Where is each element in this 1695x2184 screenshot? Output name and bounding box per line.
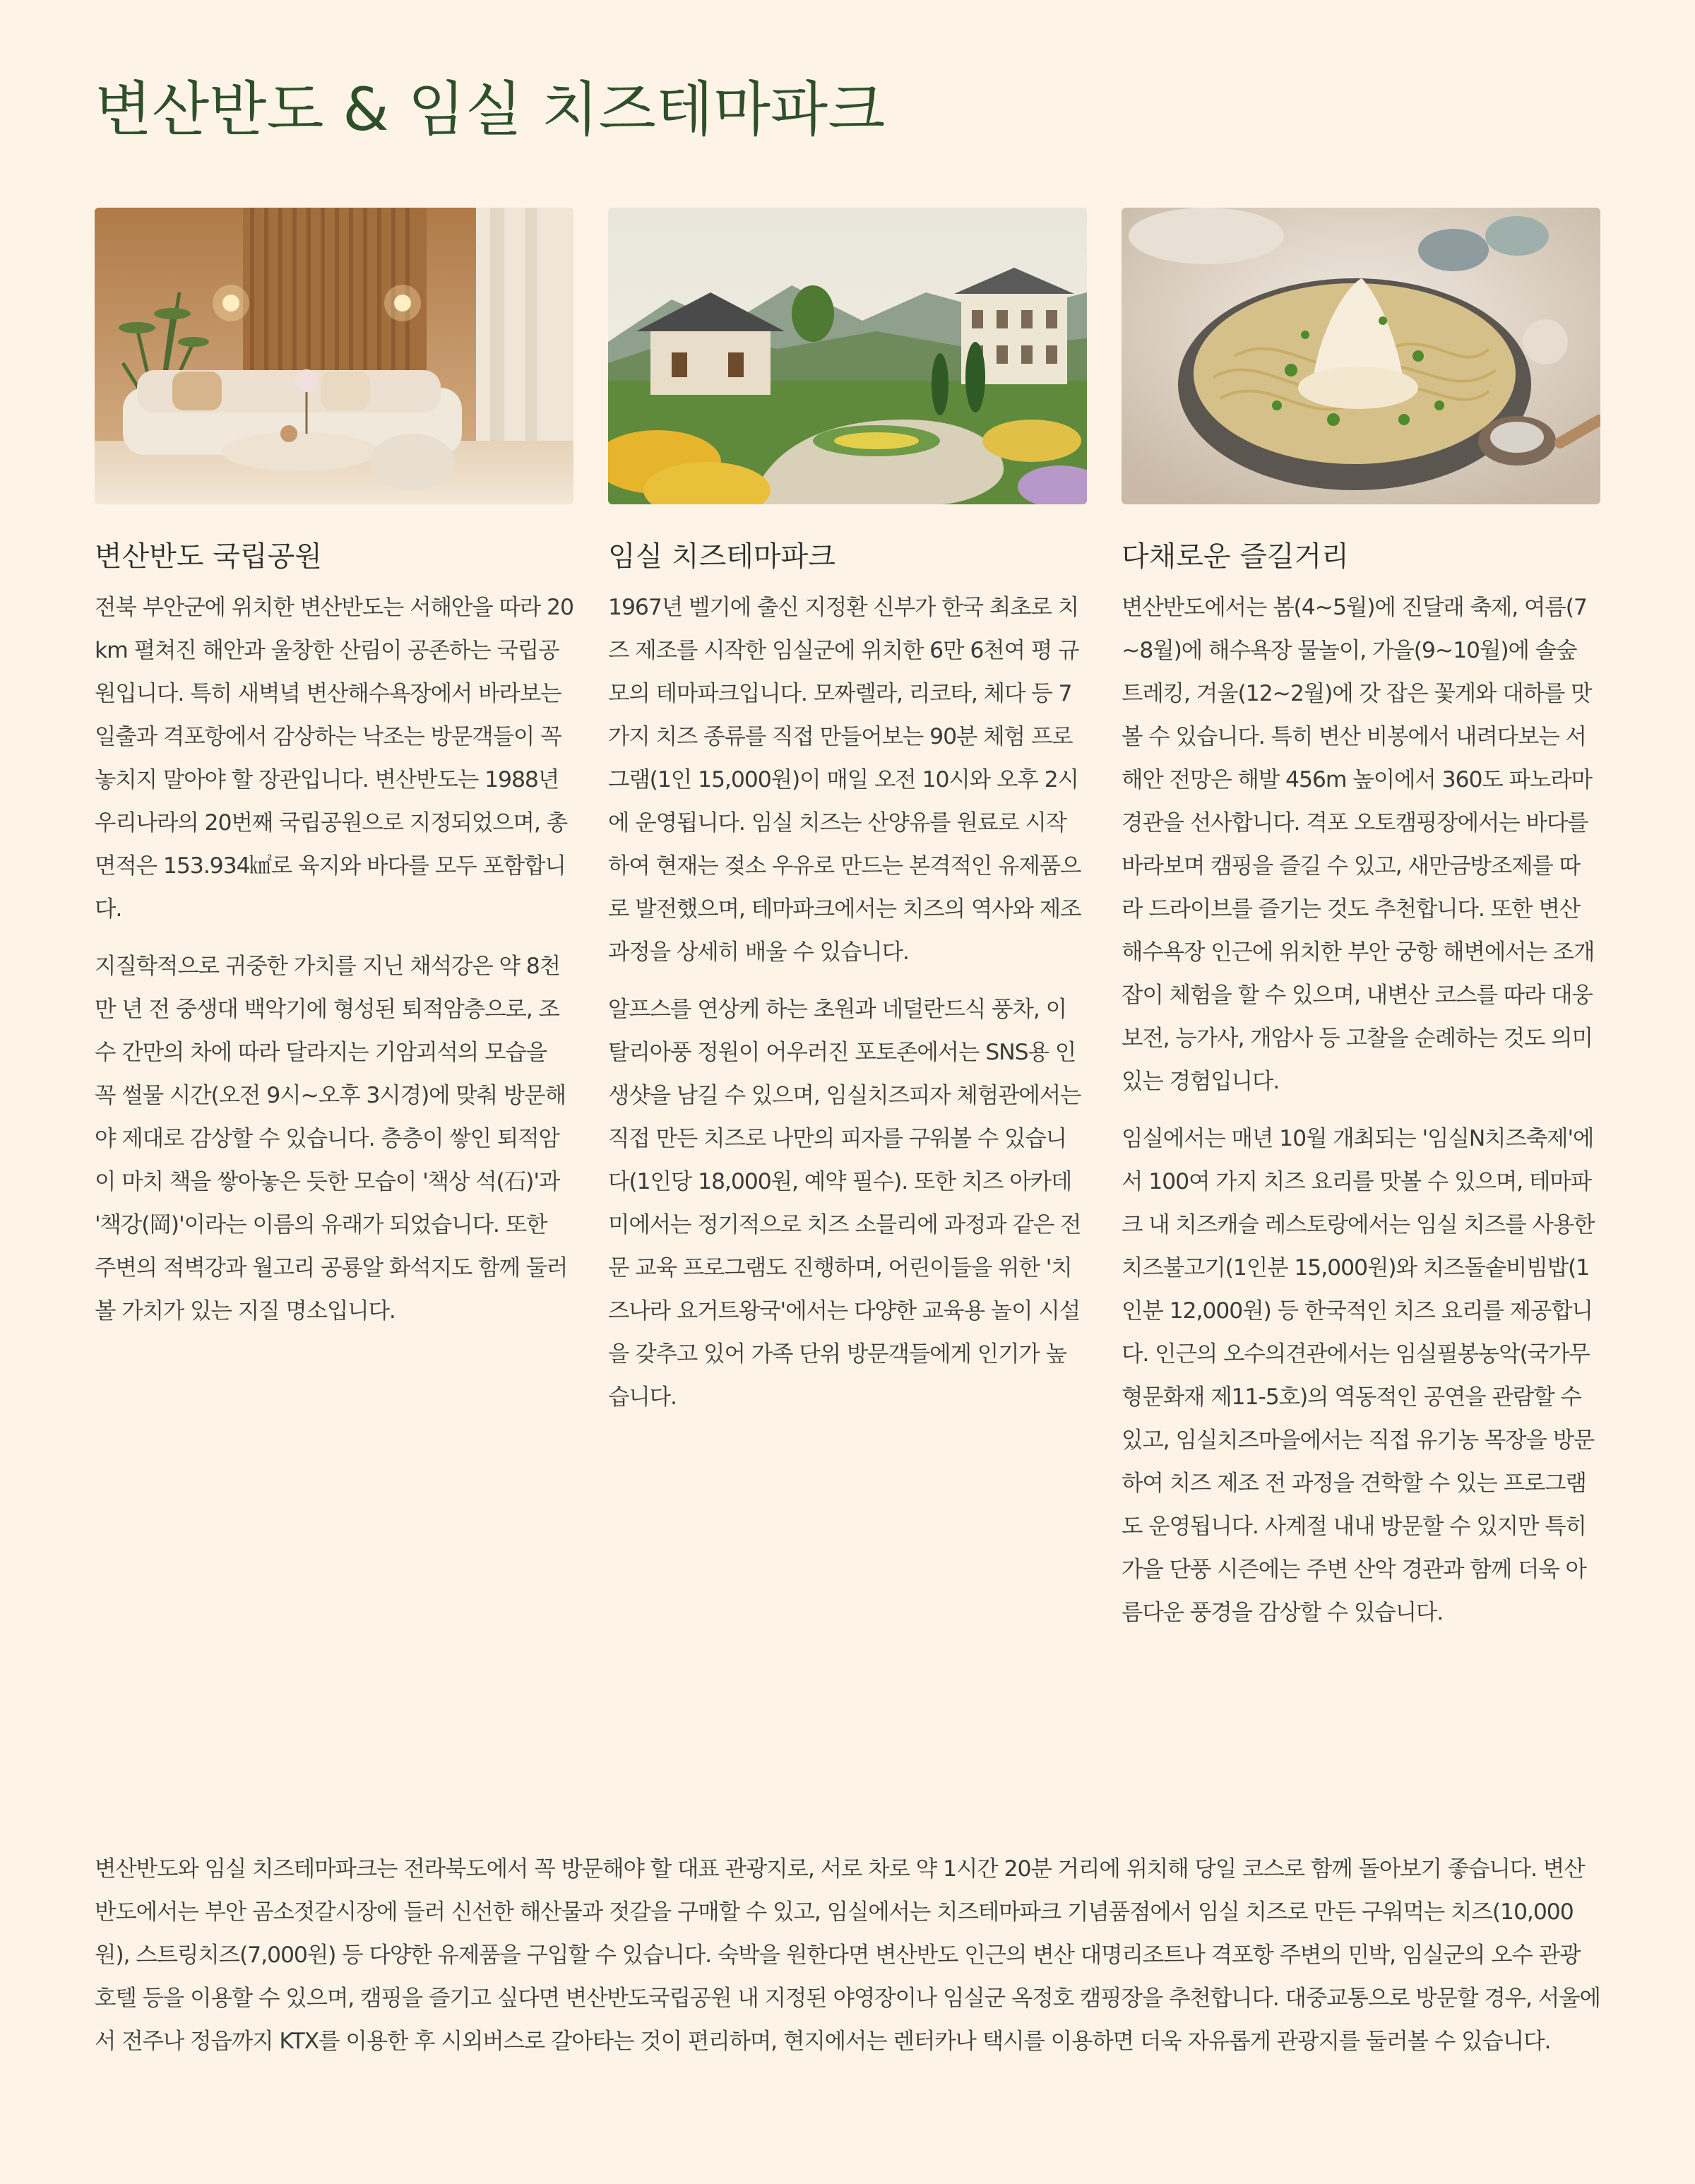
column-activities [1122,208,1600,1649]
column-paragraph: 전북 부안군에 위치한 변산반도는 서해안을 따라 20km 펼쳐진 해안과 울창한 산림이 공존하는 국립공원입니다. 특히 새벽녘 변산해수욕장에서 바라보는 일출과 격포항에서 감상하는 낙조는 방문객들이 꼭 놓치지 말아야 할 장관입니다. 변산반도는 1988년 우리나라의 20번째 국립공원으로 지정되었으며, 총 면적은 153.934㎢로 육지와 바다를 모두 포함합니다. [95,595,573,922]
column-paragraph: 임실에서는 매년 10월 개최되는 '임실N치즈축제'에서 100여 가지 치즈 요리를 맛볼 수 있으며, 테마파크 내 치즈캐슬 레스토랑에서는 임실 치즈를 사용한 치즈불고기(1인분 15,000원)와 치즈돌솥비빔밥(1인분 12,000원) 등 한국적인 치즈 요리를 제공합니다. 인근의 오수의견관에서는 임실필봉농악(국가무형문화재 제11-5호)의 역동적인 공연을 관람할 수 있고, 임실치즈마을에서는 직접 유기농 목장을 방문하여 치즈 제조 전 과정을 견학할 수 있는 프로그램도 운영됩니다. 사계절 내내 방문할 수 있지만 특히 가을 단풍 시즌에는 주변 산악 경관과 함께 더욱 아름다운 풍경을 감상할 수 있습니다. [1122,1126,1595,1625]
column-heading: 변산반도 국립공원 [95,540,322,573]
column-heading: 임실 치즈테마파크 [608,540,835,573]
column-byeonsan-park [95,208,573,1347]
living-room-image [95,208,573,504]
column-heading: 다채로운 즐길거리 [1122,540,1349,573]
column-paragraph: 알프스를 연상케 하는 초원과 네덜란드식 풍차, 이탈리아풍 정원이 어우러진 포토존에서는 SNS용 인생샷을 남길 수 있으며, 임실치즈피자 체험관에서는 직접 만든 치즈로 나만의 피자를 구워볼 수 있습니다(1인당 18,000원, 예약 필수). 또한 치즈 아카데미에서는 정기적으로 치즈 소믈리에 과정과 같은 전문 교육 프로그램도 진행하며, 어린이들을 위한 '치즈나라 요거트왕국'에서는 다양한 교육용 놀이 시설을 갖추고 있어 가족 단위 방문객들에게 인기가 높습니다. [608,997,1081,1410]
column-paragraph: 1967년 벨기에 출신 지정환 신부가 한국 최초로 치즈 제조를 시작한 임실군에 위치한 6만 6천여 평 규모의 테마파크입니다. 모짜렐라, 리코타, 체다 등 7가지 치즈 종류를 직접 만들어보는 90분 체험 프로그램(1인 15,000원)이 매일 오전 10시와 오후 2시에 운영됩니다. 임실 치즈는 산양유를 원료로 시작하여 현재는 젖소 우유로 만드는 본격적인 유제품으로 발전했으며, 테마파크에서는 치즈의 역사와 제조 과정을 상세히 배울 수 있습니다. [608,595,1081,965]
column-paragraph: 변산반도에서는 봄(4~5월)에 진달래 축제, 여름(7~8월)에 해수욕장 물놀이, 가을(9~10월)에 솔숲 트레킹, 겨울(12~2월)에 갓 잡은 꽃게와 대하를 맛볼 수 있습니다. 특히 변산 비봉에서 내려다보는 서해안 전망은 해발 456m 높이에서 360도 파노라마 경관을 선사합니다. 격포 오토캠핑장에서는 바다를 바라보며 캠핑을 즐길 수 있고, 새만금방조제를 따라 드라이브를 즐기는 것도 추천합니다. 또한 변산해수욕장 인근에 위치한 부안 궁항 해변에서는 조개잡이 체험을 할 수 있으며, 내변산 코스를 따라 대웅보전, 능가사, 개암사 등 고찰을 순례하는 것도 의미 있는 경험입니다. [1122,595,1595,1094]
cheese-noodle-bowl-image [1122,208,1600,504]
garden-mansion-image [608,208,1087,504]
column-imsil-cheese-park [608,208,1087,1433]
summary-paragraph: 변산반도와 임실 치즈테마파크는 전라북도에서 꼭 방문해야 할 대표 관광지로, 서로 차로 약 1시간 20분 거리에 위치해 당일 코스로 함께 돌아보기 좋습니다. 변산반도에서는 부안 곰소젓갈시장에 들러 신선한 해산물과 젓갈을 구매할 수 있고, 임실에서는 치즈테마파크 기념품점에서 임실 치즈로 만든 구워먹는 치즈(10,000원), 스트링치즈(7,000원) 등 다양한 유제품을 구입할 수 있습니다. 숙박을 원한다면 변산반도 인근의 변산 대명리조트나 격포항 주변의 민박, 임실군의 오수 관광호텔 등을 이용할 수 있으며, 캠핑을 즐기고 싶다면 변산반도국립공원 내 지정된 야영장이나 임실군 옥정호 캠핑장을 추천합니다. 대중교통으로 방문할 경우, 서울에서 전주나 정읍까지 KTX를 이용한 후 시외버스로 갈아타는 것이 편리하며, 현지에서는 렌터카나 택시를 이용하면 더욱 자유롭게 관광지를 둘러볼 수 있습니다. [95,1856,1600,2054]
column-paragraph: 지질학적으로 귀중한 가치를 지닌 채석강은 약 8천만 년 전 중생대 백악기에 형성된 퇴적암층으로, 조수 간만의 차에 따라 달라지는 기암괴석의 모습을 꼭 썰물 시간(오전 9시~오후 3시경)에 맞춰 방문해야 제대로 감상할 수 있습니다. 층층이 쌓인 퇴적암이 마치 책을 쌓아놓은 듯한 모습이 '책상 석(石)'과 '책강(岡)'이라는 이름의 유래가 되었습니다. 또한 주변의 적벽강과 월고리 공룡알 화석지도 함께 둘러볼 가치가 있는 지질 명소입니다. [95,954,568,1324]
page-title: 변산반도 & 임실 치즈테마파크 [95,75,886,144]
